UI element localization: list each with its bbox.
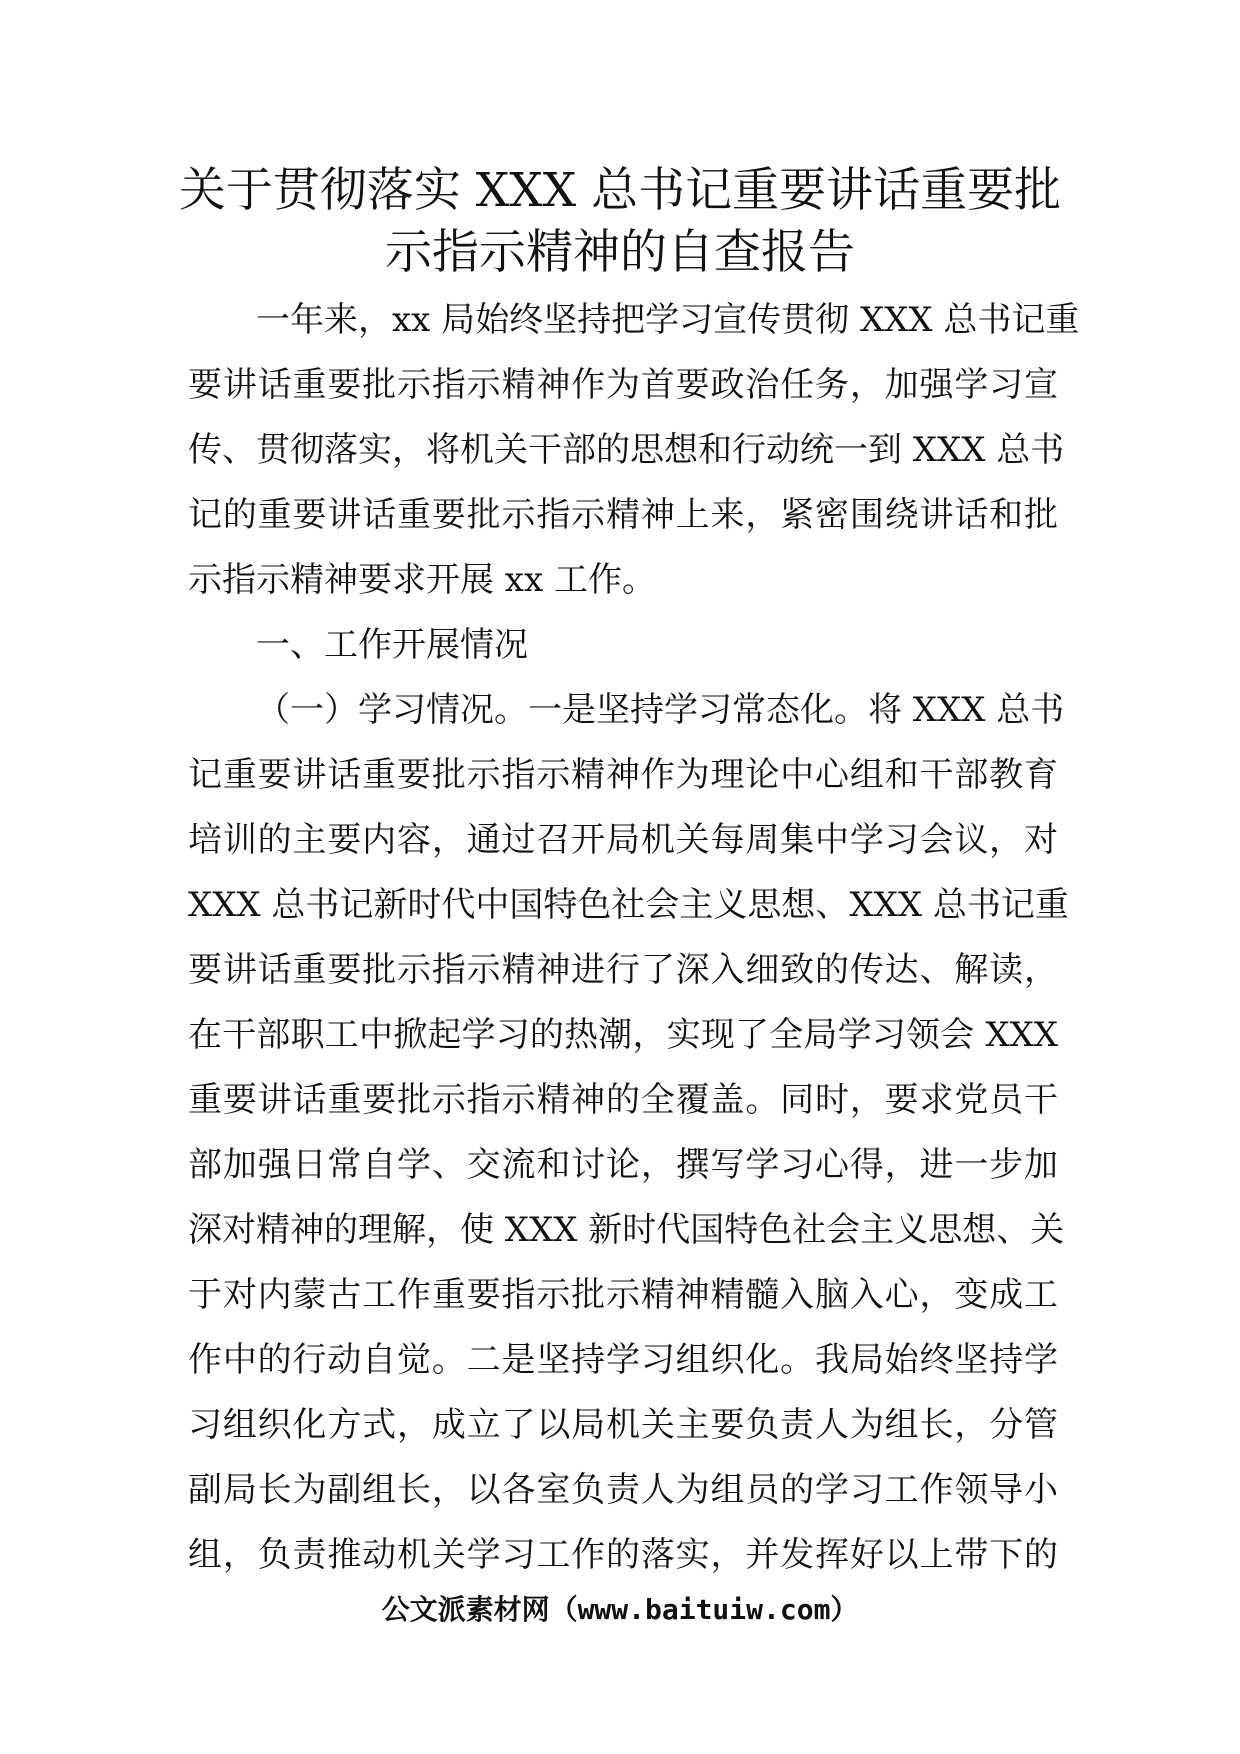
body-line: 要讲话重要批示指示精神进行了深入细致的传达、解读， (188, 950, 1058, 990)
body-line: （一）学习情况。一是坚持学习常态化。将 XXX 总书 (256, 690, 1065, 730)
body-line: XXX 总书记新时代中国特色社会主义思想、XXX 总书记重 (188, 885, 1069, 925)
body-line: 示指示精神要求开展 xx 工作。 (188, 560, 656, 600)
body-line: 组，负责推动机关学习工作的落实，并发挥好以上带下的 (188, 1535, 1058, 1575)
body-line: 培训的主要内容，通过召开局机关每周集中学习会议，对 (188, 820, 1058, 860)
document-title (170, 160, 1070, 284)
body-line: 重要讲话重要批示指示精神的全覆盖。同时，要求党员干 (188, 1080, 1058, 1120)
body-line: 作中的行动自觉。二是坚持学习组织化。我局始终坚持学 (188, 1340, 1058, 1380)
body-line: 要讲话重要批示指示精神作为首要政治任务，加强学习宣 (188, 365, 1058, 405)
footer-watermark-text: 公文派素材网（www.baituiw.com） (381, 1593, 859, 1626)
body-line: 于对内蒙古工作重要指示批示精神精髓入脑入心，变成工 (188, 1275, 1058, 1315)
body-line: 记的重要讲话重要批示指示精神上来，紧密围绕讲话和批 (188, 495, 1058, 535)
body-line: 一年来，xx 局始终坚持把学习宣传贯彻 XXX 总书记重 (256, 300, 1080, 340)
body-line: 记重要讲话重要批示指示精神作为理论中心组和干部教育 (188, 755, 1058, 795)
document-body (188, 288, 1080, 1588)
body-line: 深对精神的理解，使 XXX 新时代国特色社会主义思想、关 (188, 1210, 1065, 1250)
body-line: 传、贯彻落实，将机关干部的思想和行动统一到 XXX 总书 (188, 430, 1065, 470)
title-line-2: 示指示精神的自查报告 (385, 225, 855, 280)
title-line-1: 关于贯彻落实 XXX 总书记重要讲话重要批 (178, 163, 1062, 218)
body-line: 部加强日常自学、交流和讨论，撰写学习心得，进一步加 (188, 1145, 1058, 1185)
body-line: 习组织化方式，成立了以局机关主要负责人为组长，分管 (188, 1405, 1058, 1445)
body-line: 副局长为副组长，以各室负责人为组员的学习工作领导小 (188, 1470, 1058, 1510)
body-line: 在干部职工中掀起学习的热潮，实现了全局学习领会 XXX (188, 1015, 1058, 1055)
section-heading: 一、工作开展情况 (256, 625, 528, 665)
